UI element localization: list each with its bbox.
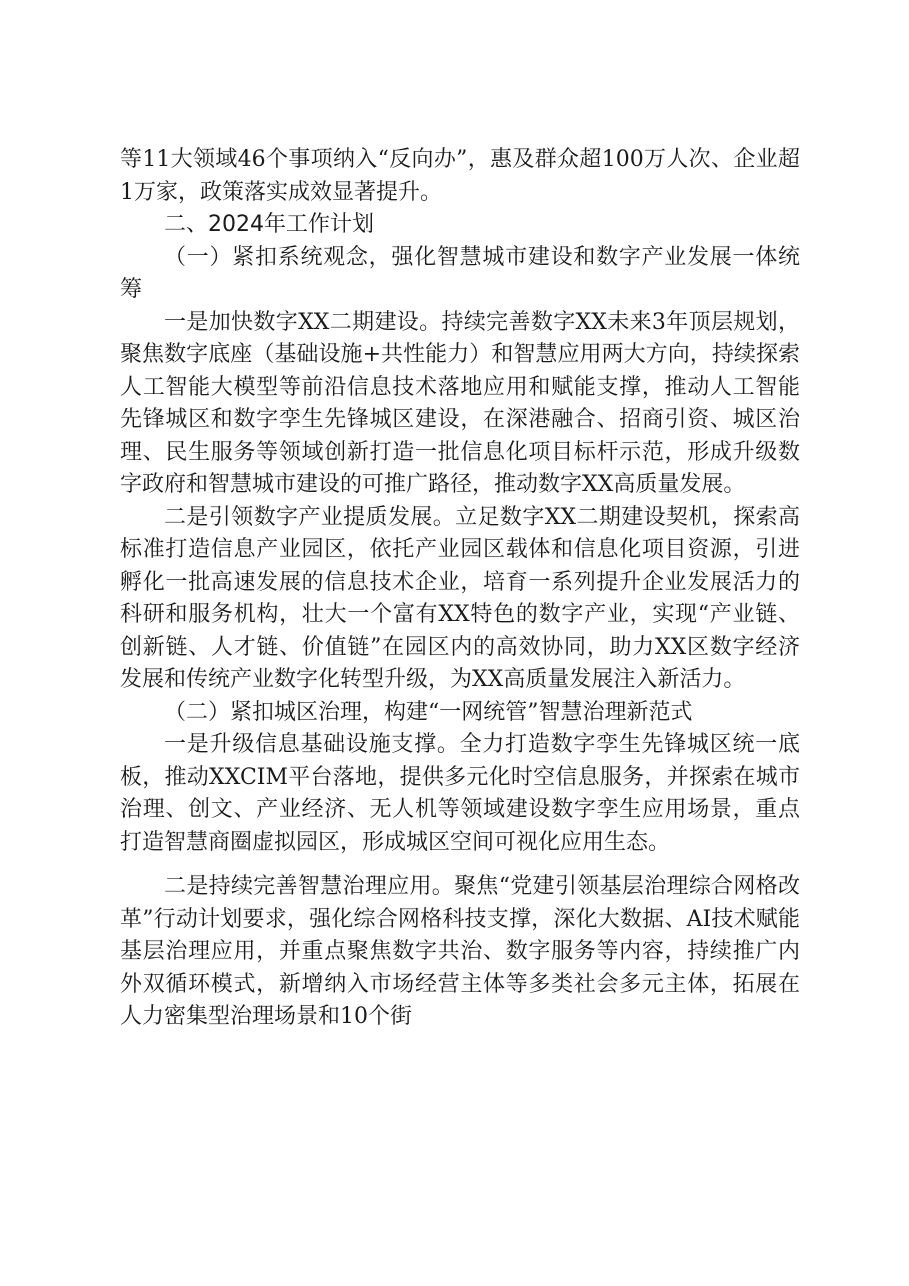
paragraph-infrastructure: 一是升级信息基础设施支撑。全力打造数字孪生先锋城区统一底板，推动XXCIM平台落地，提供多元化时空信息服务，并探索在城市治理、创文、产业经济、无人机等领域建设数字孪生应用场景，重点打造智慧商圈虚拟园区，形成城区空间可视化应用生态。 [120, 732, 800, 855]
paragraph-digital-industry: 二是引领数字产业提质发展。立足数字XX二期建设契机，探索高标准打造信息产业园区，依托产业园区载体和信息化项目资源，引进孵化一批高速发展的信息技术企业，培育一系列提升企业发展活力的科研和服务机构，壮大一个富有XX特色的数字产业，实现“产业链、创新链、人才链、价值链”在园区内的高效协同，助力XX区数字经济发展和传统产业数字化转型升级，为XX高质量发展注入新活力。 [120, 504, 800, 692]
subsection-heading-1: （一）紧扣系统观念，强化智慧城市建设和数字产业发展一体统筹 [120, 244, 800, 302]
paragraph-continued: 等11大领域46个事项纳入“反向办”，惠及群众超100万人次、企业超1万家，政策落实成效显著提升。 [120, 147, 800, 205]
section-heading: 二、2024年工作计划 [164, 212, 374, 237]
document-body [120, 144, 800, 1034]
paragraph-spacer [120, 859, 800, 871]
paragraph-smart-governance: 二是持续完善智慧治理应用。聚焦“党建引领基层治理综合网格改革”行动计划要求，强化综合网格科技支撑，深化大数据、AI技术赋能基层治理应用，并重点聚焦数字共治、数字服务等内容，持续推广内外双循环模式，新增纳入市场经营主体等多类社会多元主体，拓展在人力密集型治理场景和10个街 [120, 874, 800, 1029]
paragraph-digital-phase2: 一是加快数字XX二期建设。持续完善数字XX未来3年顶层规划，聚焦数字底座（基础设施+共性能力）和智慧应用两大方向，持续探索人工智能大模型等前沿信息技术落地应用和赋能支撑，推动人工智能先锋城区和数字孪生先锋城区建设，在深港融合、招商引资、城区治理、民生服务等领域创新打造一批信息化项目标杆示范，形成升级数字政府和智慧城市建设的可推广路径，推动数字XX高质量发展。 [120, 309, 800, 497]
subsection-heading-2: （二）紧扣城区治理，构建“一网统管”智慧治理新范式 [164, 699, 693, 725]
